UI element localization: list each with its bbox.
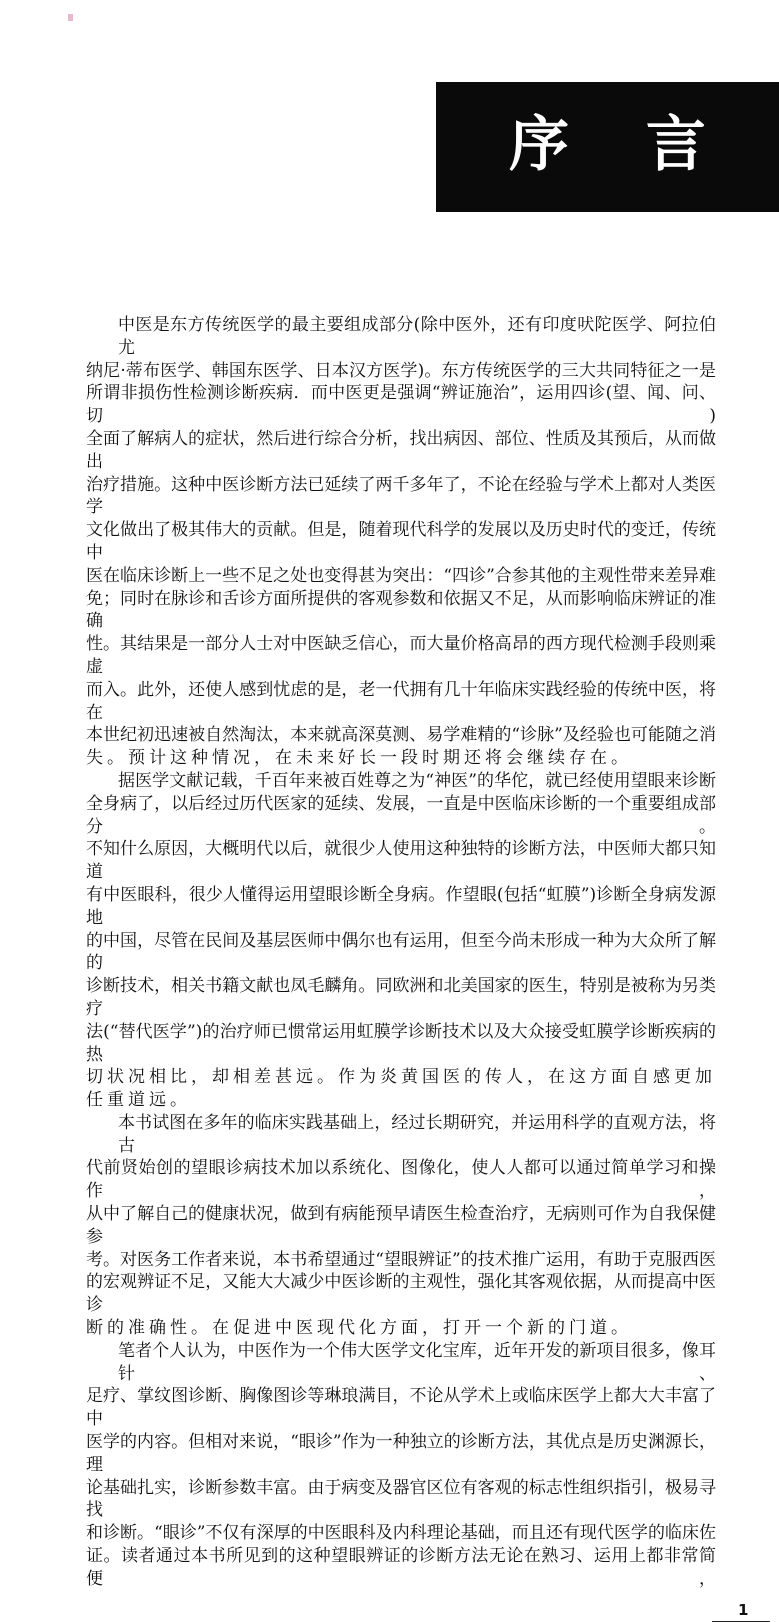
text-line: 和诊断。“眼诊”不仅有深厚的中医眼科及内科理论基础，而且还有现代医学的临床佐 bbox=[86, 1523, 716, 1544]
text-line: 全身病了，以后经过历代医家的延续、发展，一直是中医临床诊断的一个重要组成部分。 bbox=[86, 793, 716, 837]
chapter-header bbox=[436, 82, 779, 212]
text-line: 医在临床诊断上一些不足之处也变得甚为突出：“四诊”合参其他的主观性带来差异难 bbox=[86, 565, 716, 586]
text-line: 性。其结果是一部分人士对中医缺乏信心，而大量价格高昂的西方现代检测手段则乘虚 bbox=[86, 634, 716, 677]
text-line: 法(“替代医学”)的治疗师已惯常运用虹膜学诊断技术以及大众接受虹膜学诊断疾病的热 bbox=[86, 1021, 716, 1065]
text-line: 诊断技术，相关书籍文献也凤毛麟角。同欧洲和北美国家的医生，特别是被称为另类疗 bbox=[86, 976, 716, 1019]
text-line: 纳尼·蒂布医学、韩国东医学、日本汉方医学)。东方传统医学的三大共同特征之一是 bbox=[86, 360, 716, 381]
paragraph bbox=[86, 1340, 716, 1591]
text-line: 证。读者通过本书所见到的这种望眼辨证的诊断方法无论在熟习、运用上都非常简便， bbox=[86, 1546, 716, 1589]
text-line: 失。预计这种情况，在未来好长一段时期还将会继续存在。 bbox=[86, 748, 632, 769]
text-line: 本书试图在多年的临床实践基础上，经过长期研究，并运用科学的直观方法，将古 bbox=[118, 1112, 716, 1156]
text-line: 文化做出了极其伟大的贡献。但是，随着现代科学的发展以及历史时代的变迁，传统中 bbox=[86, 520, 716, 563]
scan-mark bbox=[68, 14, 73, 21]
paragraph bbox=[86, 314, 716, 770]
text-line: 论基础扎实，诊断参数丰富。由于病变及器官区位有客观的标志性组织指引，极易寻找 bbox=[86, 1477, 716, 1521]
text-line: 而入。此外，还使人感到忧虑的是，老一代拥有几十年临床实践经验的传统中医，将在 bbox=[86, 679, 716, 723]
chapter-title: 序 言 bbox=[509, 110, 734, 180]
text-line: 有中医眼科，很少人懂得运用望眼诊断全身病。作望眼(包括“虹膜”)诊断全身病发源地 bbox=[86, 884, 716, 928]
text-line: 本世纪初迅速被自然淘汰，本来就高深莫测、易学难精的“诊脉”及经验也可能随之消 bbox=[86, 725, 716, 746]
text-line: 断的准确性。在促进中医现代化方面，打开一个新的门道。 bbox=[86, 1318, 632, 1339]
text-line: 足疗、掌纹图诊断、胸像图诊等琳琅满目，不论从学术上或临床医学上都大大丰富了中 bbox=[86, 1386, 716, 1430]
text-line: 所谓非损伤性检测诊断疾病．而中医更是强调“辨证施治”，运用四诊(望、闻、问、切) bbox=[86, 383, 716, 427]
text-line: 治疗措施。这种中医诊断方法已延续了两千多年了，不论在经验与学术上都对人类医学 bbox=[86, 474, 716, 518]
text-line: 笔者个人认为，中医作为一个伟大医学文化宝库，近年开发的新项目很多，像耳针、 bbox=[118, 1340, 716, 1384]
text-line: 全面了解病人的症状，然后进行综合分析，找出病因、部位、性质及其预后，从而做出 bbox=[86, 428, 716, 472]
text-line: 据医学文献记载，千百年来被百姓尊之为“神医”的华佗，就已经使用望眼来诊断 bbox=[118, 770, 716, 791]
paragraph bbox=[86, 1112, 716, 1340]
text-line: 医学的内容。但相对来说，“眼诊”作为一种独立的诊断方法，其优点是历史渊源长，理 bbox=[86, 1432, 716, 1475]
text-line: 考。对医务工作者来说，本书希望通过“望眼辨证”的技术推广运用，有助于克服西医 bbox=[86, 1249, 716, 1270]
paragraph bbox=[86, 770, 716, 1112]
text-line: 免；同时在脉诊和舌诊方面所提供的客观参数和依据又不足，从而影响临床辨证的准确 bbox=[86, 588, 716, 632]
text-line: 从中了解自己的健康状况，做到有病能预早请医生检查治疗，无病则可作为自我保健参 bbox=[86, 1204, 716, 1247]
text-line: 的宏观辨证不足，又能大大减少中医诊断的主观性，强化其客观依据，从而提高中医诊 bbox=[86, 1272, 716, 1316]
text-line: 切状况相比，却相差甚远。作为炎黄国医的传人，在这方面自感更加任重道远。 bbox=[86, 1067, 716, 1111]
text-line: 代前贤始创的望眼诊病技术加以系统化、图像化，使人人都可以通过简单学习和操作， bbox=[86, 1158, 716, 1202]
text-line: 中医是东方传统医学的最主要组成部分(除中医外，还有印度吠陀医学、阿拉伯尤 bbox=[118, 315, 716, 358]
text-line: 不知什么原因，大概明代以后，就很少人使用这种独特的诊断方法，中医师大都只知道 bbox=[86, 839, 716, 883]
preface-body bbox=[86, 314, 716, 1591]
text-line: 的中国，尽管在民间及基层医师中偶尔也有运用，但至今尚未形成一种为大众所了解的 bbox=[86, 930, 716, 974]
page-number: 1 bbox=[738, 1601, 749, 1619]
